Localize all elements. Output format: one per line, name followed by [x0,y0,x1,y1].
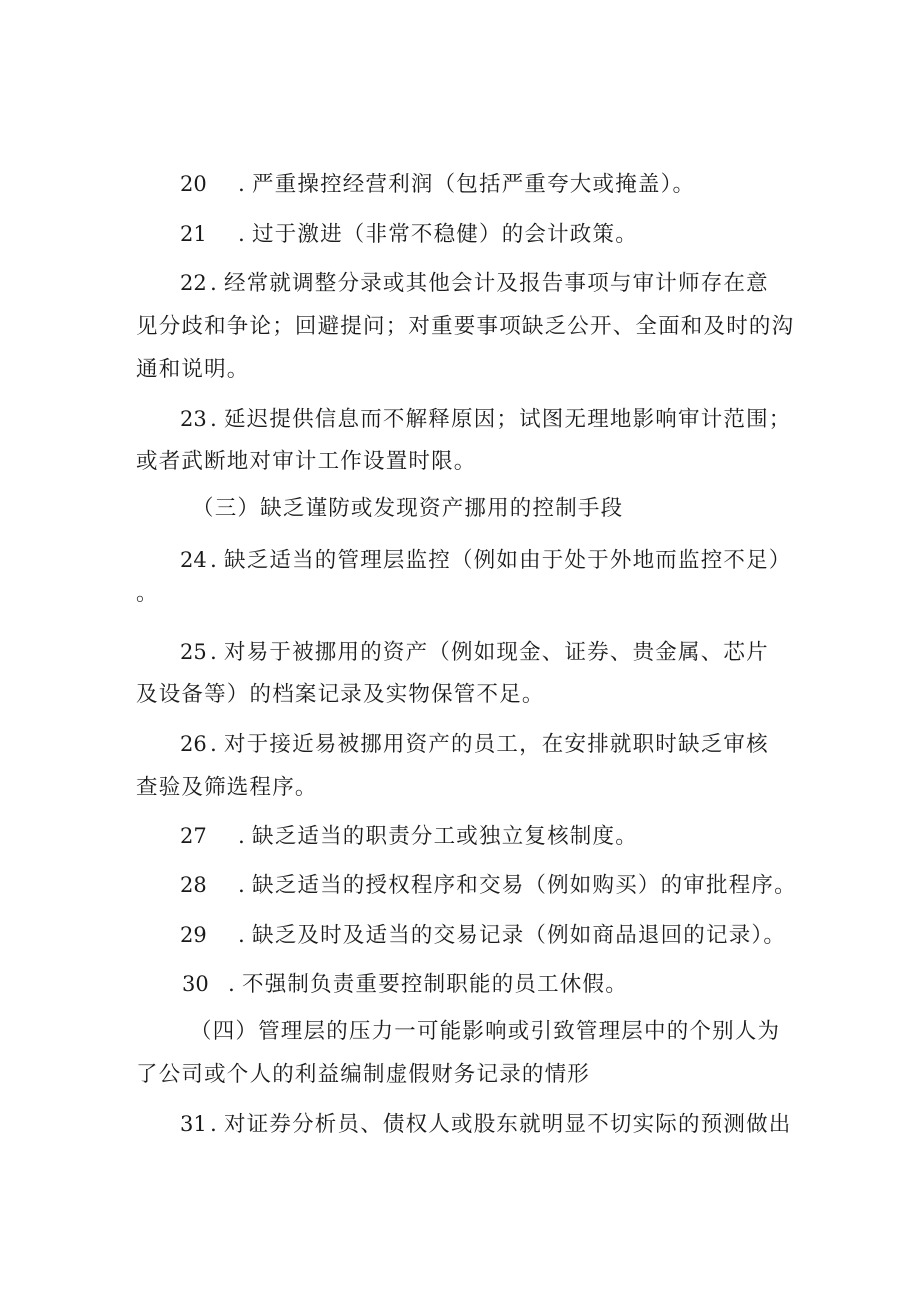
item-21 [180,217,800,251]
item-text: 延迟提供信息而不解释原因；试图无理地影响审计范围； [224,407,792,432]
item-dot: . [210,640,219,665]
item-number: 27 [180,824,207,848]
item-30 [182,967,802,1001]
item-24-line-2 [136,577,806,611]
item-22-line-3 [136,353,806,387]
item-25-line-2 [136,678,806,712]
section-heading-three [192,492,792,526]
item-number: 22 [180,271,207,295]
item-number: 28 [180,873,207,897]
item-number: 31 [180,1112,207,1136]
item-number: 21 [180,222,207,246]
item-text: 经常就调整分录或其他会计及报告事项与审计师存在意 [224,271,769,296]
item-22-line-1 [180,266,800,300]
item-text: 严重操控经营利润（包括严重夸大或掩盖）。 [252,172,696,197]
item-number: 30 [182,972,209,996]
section-heading-four-line-1 [190,1015,800,1049]
item-dot: . [210,271,219,296]
section-heading-four-line-2 [136,1058,806,1092]
heading-text: （三）缺乏谨防或发现资产挪用的控制手段 [192,496,624,521]
item-31-line-1 [180,1107,800,1141]
item-text: 见分歧和争论；回避提问；对重要事项缺乏公开、全面和及时的沟 [136,314,795,339]
item-text: 过于激进（非常不稳健）的会计政策。 [252,222,638,247]
item-text: 对证券分析员、债权人或股东就明显不切实际的预测做出 [224,1112,792,1137]
item-text: 对于接近易被挪用资产的员工，在安排就职时缺乏审核 [224,732,769,757]
item-27 [180,819,800,853]
item-number: 26 [180,732,207,756]
item-dot: . [238,923,247,948]
item-dot: . [228,972,237,997]
item-dot: . [238,873,247,898]
item-number: 24 [180,548,207,572]
item-number: 29 [180,923,207,947]
item-number: 23 [180,407,207,431]
item-20 [180,167,800,201]
item-25-line-1 [180,635,800,669]
item-text: 查验及筛选程序。 [136,775,318,800]
item-dot: . [238,222,247,247]
item-dot: . [210,1112,219,1137]
item-text: 。 [136,581,159,606]
item-24-line-1 [180,543,800,577]
item-text: 缺乏及时及适当的交易记录（例如商品退回的记录）。 [252,923,787,948]
item-dot: . [238,824,247,849]
item-22-line-2 [136,310,806,344]
item-dot: . [210,548,219,573]
item-dot: . [210,732,219,757]
item-text: 缺乏适当的职责分工或独立复核制度。 [252,824,638,849]
heading-text: （四）管理层的压力一可能影响或引致管理层中的个别人为 [190,1019,781,1044]
item-23-line-1 [180,402,800,436]
item-number: 20 [180,172,207,196]
heading-text: 了公司或个人的利益编制虚假财务记录的情形 [136,1062,591,1087]
item-text: 及设备等）的档案记录及实物保管不足。 [136,682,545,707]
item-text: 缺乏适当的授权程序和交易（例如购买）的审批程序。 [252,873,797,898]
item-text: 通和说明。 [136,357,250,382]
item-dot: . [238,172,247,197]
item-text: 或者武断地对审计工作设置时限。 [136,449,477,474]
item-dot: . [210,407,219,432]
item-26-line-1 [180,727,800,761]
item-number: 25 [180,640,207,664]
item-text: 不强制负责重要控制职能的员工休假。 [242,972,628,997]
item-29 [180,918,800,952]
item-text: 缺乏适当的管理层监控（例如由于处于外地而监控不足） [224,548,792,573]
item-26-line-2 [136,771,806,805]
item-28 [180,868,800,902]
item-23-line-2 [136,445,806,479]
item-text: 对易于被挪用的资产（例如现金、证券、贵金属、芯片 [224,640,769,665]
